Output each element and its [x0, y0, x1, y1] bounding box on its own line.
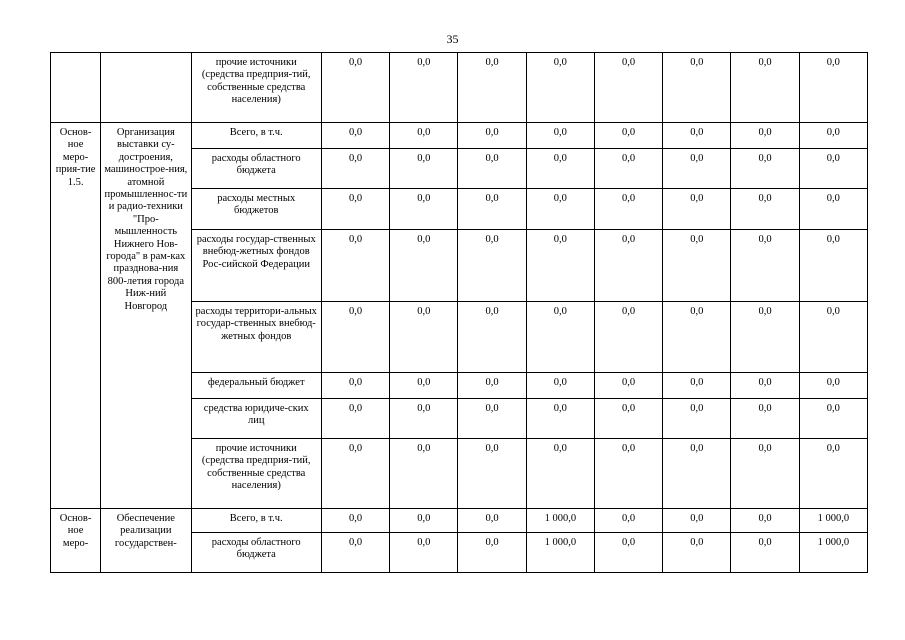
value-cell: 0,0: [799, 399, 867, 439]
value-cell: 0,0: [458, 302, 526, 373]
value-cell: 0,0: [321, 509, 389, 533]
value-cell: 0,0: [731, 302, 799, 373]
value-cell: 0,0: [390, 53, 458, 123]
value-cell: 0,0: [731, 399, 799, 439]
value-cell: 0,0: [526, 399, 594, 439]
value-cell: 0,0: [731, 373, 799, 399]
table-row: [51, 509, 868, 533]
funding-source-cell: прочие источники (средства предприя-тий, собственные средства населения): [191, 439, 321, 509]
value-cell: 0,0: [458, 53, 526, 123]
value-cell: 0,0: [663, 53, 731, 123]
value-cell: 0,0: [390, 123, 458, 149]
funding-source-cell: Всего, в т.ч.: [191, 509, 321, 533]
value-cell: 0,0: [594, 439, 662, 509]
table-row: [51, 123, 868, 149]
funding-source-cell: средства юридиче-ских лиц: [191, 399, 321, 439]
value-cell: 0,0: [321, 533, 389, 573]
event-number-cell: Основ-ное меро-: [51, 509, 101, 573]
value-cell: 0,0: [731, 123, 799, 149]
value-cell: 0,0: [731, 230, 799, 302]
value-cell: 0,0: [526, 189, 594, 230]
value-cell: 0,0: [526, 373, 594, 399]
value-cell: 0,0: [321, 230, 389, 302]
value-cell: 0,0: [321, 189, 389, 230]
value-cell: 0,0: [663, 373, 731, 399]
value-cell: 0,0: [731, 189, 799, 230]
value-cell: 0,0: [458, 373, 526, 399]
value-cell: 0,0: [799, 189, 867, 230]
value-cell: 0,0: [731, 53, 799, 123]
funding-source-cell: расходы областного бюджета: [191, 149, 321, 189]
event-number-cell: Основ-ное меро-прия-тие 1.5.: [51, 123, 101, 509]
value-cell: 0,0: [321, 439, 389, 509]
value-cell: 0,0: [594, 373, 662, 399]
event-name-cell: [101, 53, 191, 123]
funding-source-cell: расходы государ-ственных внебюд-жетных фондов Рос-сийской Федерации: [191, 230, 321, 302]
value-cell: 0,0: [594, 123, 662, 149]
value-cell: 0,0: [663, 399, 731, 439]
value-cell: 0,0: [594, 509, 662, 533]
funding-source-cell: расходы областного бюджета: [191, 533, 321, 573]
value-cell: 0,0: [799, 53, 867, 123]
value-cell: 0,0: [458, 189, 526, 230]
value-cell: 0,0: [731, 533, 799, 573]
value-cell: 0,0: [321, 53, 389, 123]
value-cell: 0,0: [390, 230, 458, 302]
value-cell: 0,0: [390, 189, 458, 230]
value-cell: 0,0: [390, 149, 458, 189]
funding-source-cell: расходы местных бюджетов: [191, 189, 321, 230]
value-cell: 0,0: [526, 53, 594, 123]
value-cell: 0,0: [321, 149, 389, 189]
value-cell: 0,0: [321, 302, 389, 373]
value-cell: 0,0: [594, 533, 662, 573]
value-cell: 0,0: [799, 439, 867, 509]
value-cell: 0,0: [799, 149, 867, 189]
value-cell: 0,0: [594, 149, 662, 189]
value-cell: 1 000,0: [799, 533, 867, 573]
value-cell: 0,0: [663, 149, 731, 189]
value-cell: 1 000,0: [526, 533, 594, 573]
value-cell: 0,0: [663, 123, 731, 149]
value-cell: 1 000,0: [526, 509, 594, 533]
value-cell: 0,0: [663, 302, 731, 373]
value-cell: 0,0: [594, 399, 662, 439]
value-cell: 1 000,0: [799, 509, 867, 533]
event-name-cell: Обеспечение реализации государствен-: [101, 509, 191, 573]
value-cell: 0,0: [390, 373, 458, 399]
value-cell: 0,0: [458, 230, 526, 302]
page-number: 35: [446, 32, 459, 46]
value-cell: 0,0: [526, 149, 594, 189]
funding-source-cell: федеральный бюджет: [191, 373, 321, 399]
value-cell: 0,0: [390, 509, 458, 533]
value-cell: 0,0: [526, 439, 594, 509]
value-cell: 0,0: [390, 533, 458, 573]
funding-source-cell: расходы территори-альных государ-ственных внебюд-жетных фондов: [191, 302, 321, 373]
value-cell: 0,0: [458, 533, 526, 573]
value-cell: 0,0: [390, 439, 458, 509]
value-cell: 0,0: [321, 399, 389, 439]
funding-source-cell: Всего, в т.ч.: [191, 123, 321, 149]
value-cell: 0,0: [663, 533, 731, 573]
value-cell: 0,0: [458, 399, 526, 439]
value-cell: 0,0: [731, 509, 799, 533]
table-row: [51, 53, 868, 123]
value-cell: 0,0: [458, 123, 526, 149]
value-cell: 0,0: [321, 373, 389, 399]
value-cell: 0,0: [526, 230, 594, 302]
event-name-cell: Организация выставки су-достроения, машинострое-ния, атомной промышленнос-ти и радио-техники "Про-мышленность Нижнего Нов-города" в рам-ках празднова-ния 800-летия города Ниж-ний Новгород: [101, 123, 191, 509]
value-cell: 0,0: [390, 399, 458, 439]
value-cell: 0,0: [731, 439, 799, 509]
value-cell: 0,0: [458, 509, 526, 533]
value-cell: 0,0: [799, 230, 867, 302]
value-cell: 0,0: [390, 302, 458, 373]
value-cell: 0,0: [458, 149, 526, 189]
value-cell: 0,0: [594, 53, 662, 123]
value-cell: 0,0: [799, 123, 867, 149]
value-cell: 0,0: [663, 509, 731, 533]
value-cell: 0,0: [526, 302, 594, 373]
funding-source-cell: прочие источники (средства предприя-тий, собственные средства населения): [191, 53, 321, 123]
value-cell: 0,0: [663, 189, 731, 230]
value-cell: 0,0: [594, 302, 662, 373]
value-cell: 0,0: [799, 302, 867, 373]
value-cell: 0,0: [526, 123, 594, 149]
event-number-cell: [51, 53, 101, 123]
value-cell: 0,0: [594, 230, 662, 302]
value-cell: 0,0: [458, 439, 526, 509]
value-cell: 0,0: [594, 189, 662, 230]
value-cell: 0,0: [663, 230, 731, 302]
value-cell: 0,0: [731, 149, 799, 189]
budget-table: [50, 52, 868, 573]
value-cell: 0,0: [663, 439, 731, 509]
value-cell: 0,0: [799, 373, 867, 399]
value-cell: 0,0: [321, 123, 389, 149]
